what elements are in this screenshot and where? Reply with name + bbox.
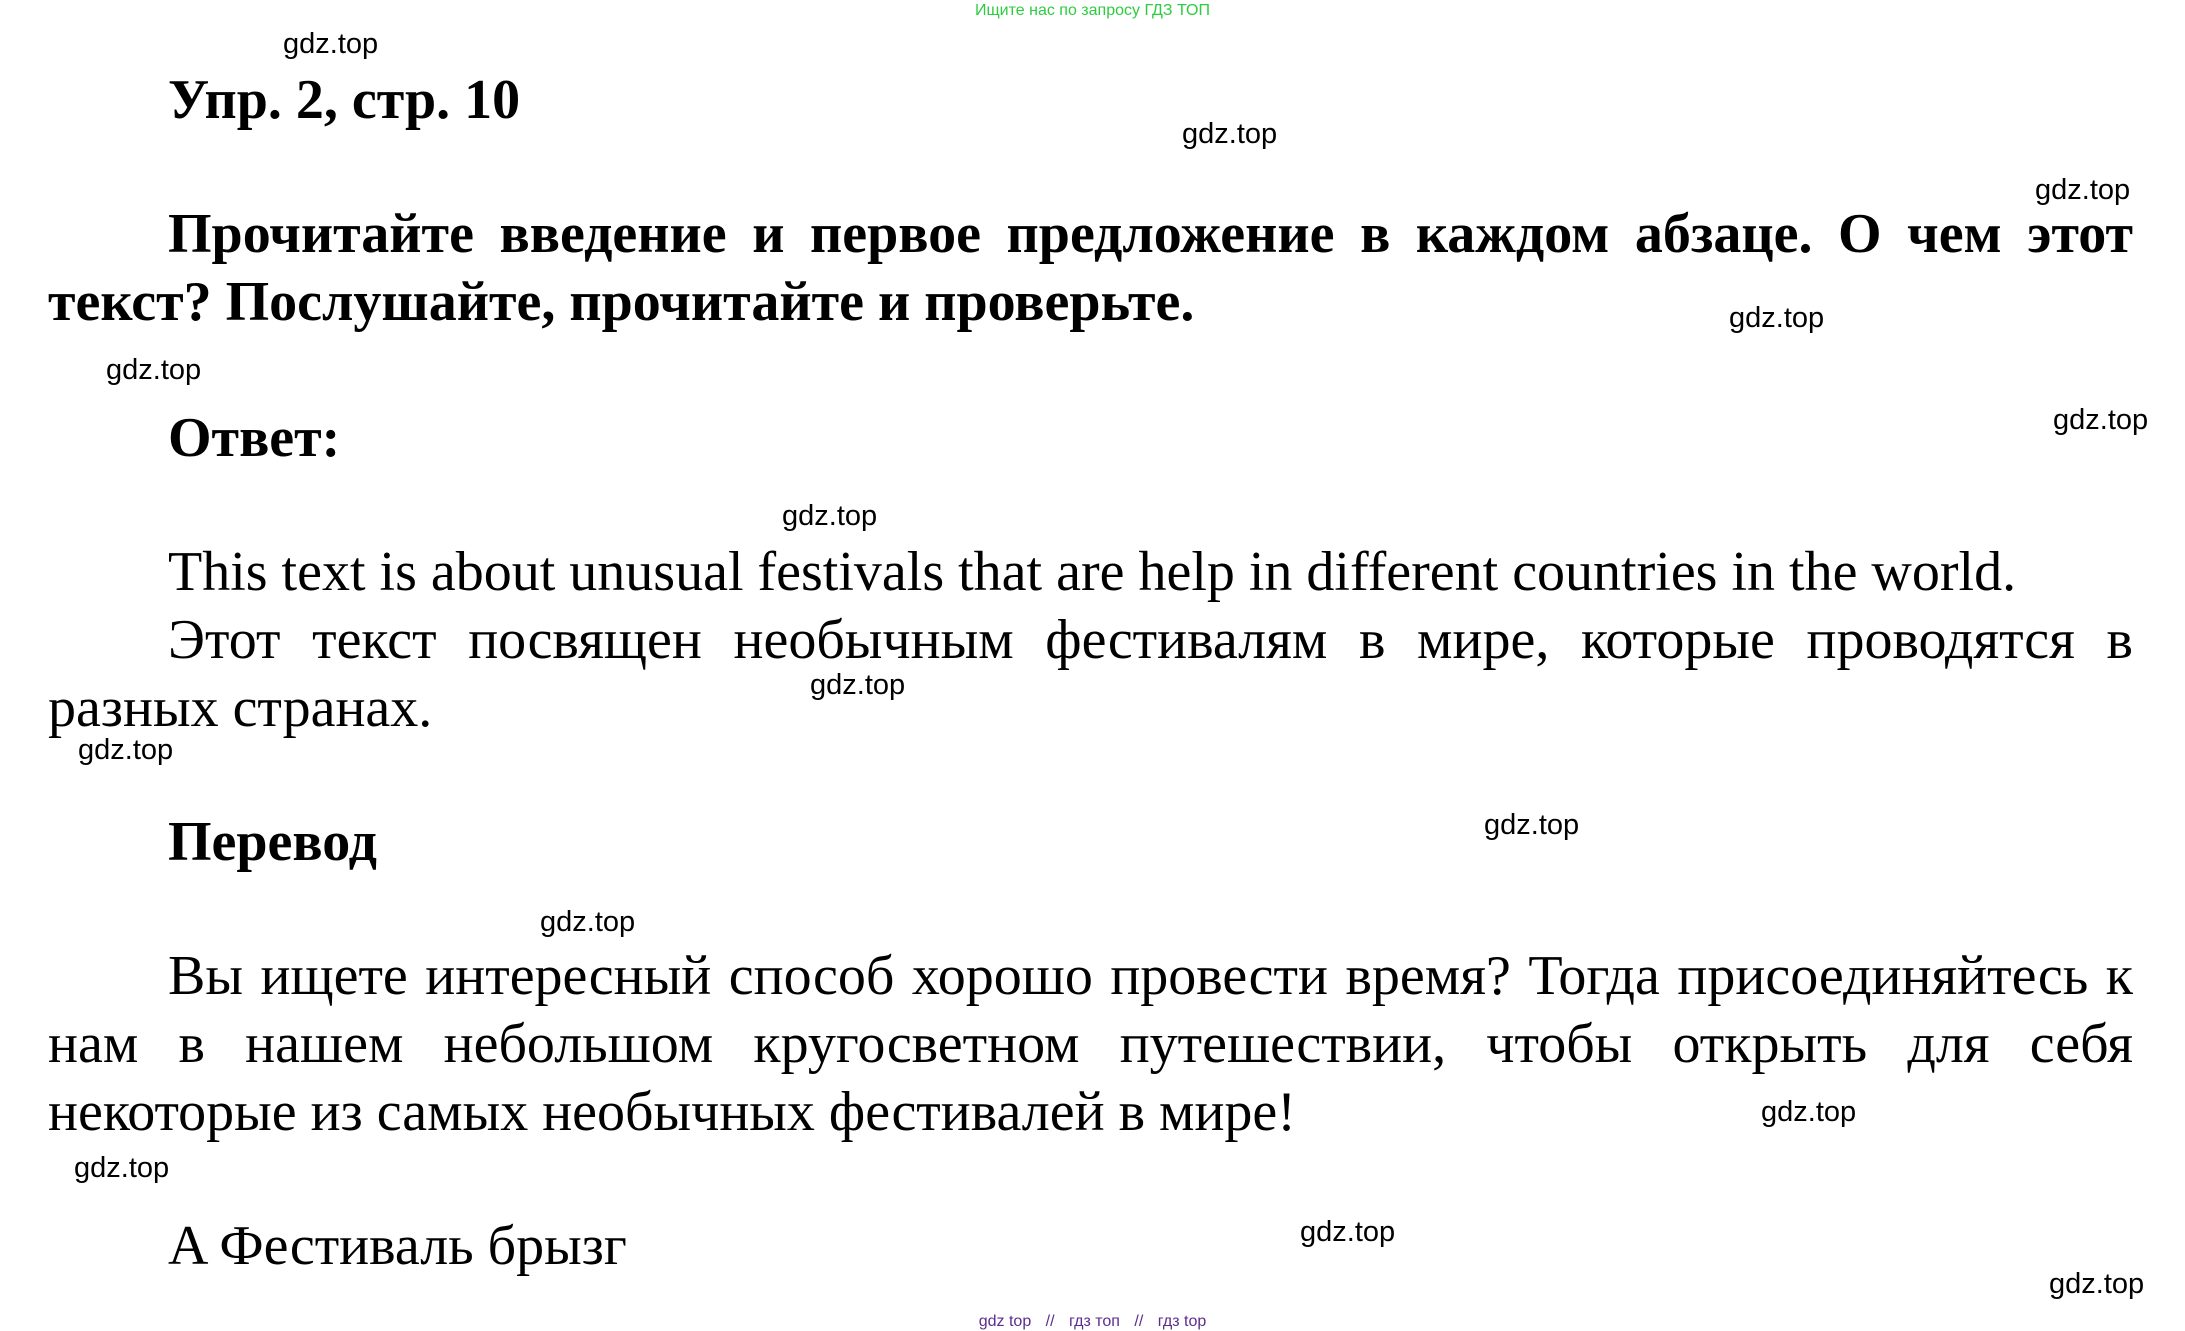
page-title: Упр. 2, стр. 10 [168,69,521,131]
watermark: gdz.top [2053,404,2149,436]
task-text: Прочитайте введение и первое предложение в каждом абзаце. О чем этот текст? Послушайте, прочитайте и проверьте. [48,203,2133,333]
section-a-title: A Фестиваль брызг [168,1215,627,1277]
watermark: gdz.top [540,906,636,938]
watermark: gdz.top [74,1152,170,1184]
watermark: gdz.top [78,734,174,766]
watermark: gdz.top [1729,302,1825,334]
top-banner[interactable]: Ищите нас по запросу ГДЗ ТОП [975,2,1210,19]
bottom-banner[interactable] [0,1313,2185,1331]
bottom-banner-link[interactable]: гдз top [1157,1313,1207,1330]
watermark: gdz.top [810,669,906,701]
translation-text: Вы ищете интересный способ хорошо провести время? Тогда присоединяйтесь к нам в нашем небольшом кругосветном путешествии, чтобы открыть для себя некоторые из самых необычных фестивалей в мире! [48,945,2133,1143]
watermark: gdz.top [2035,174,2131,206]
watermark: gdz.top [283,28,379,60]
bottom-banner-link[interactable]: гдз топ [1069,1313,1120,1330]
separator: // [1134,1313,1144,1330]
watermark: gdz.top [1182,118,1278,150]
translation-heading: Перевод [168,811,377,873]
bottom-banner-link[interactable]: gdz top [978,1313,1032,1330]
watermark: gdz.top [1300,1216,1396,1248]
separator: // [1045,1313,1055,1330]
watermark: gdz.top [1761,1096,1857,1128]
watermark: gdz.top [1484,809,1580,841]
answer-heading: Ответ: [168,407,341,469]
watermark: gdz.top [106,354,202,386]
watermark: gdz.top [782,500,878,532]
answer-russian: Этот текст посвящен необычным фестивалям в мире, которые проводятся в разных странах. [48,609,2133,739]
answer-english: This text is about unusual festivals that are help in different countries in the world. [168,541,2017,603]
watermark: gdz.top [2049,1268,2145,1300]
